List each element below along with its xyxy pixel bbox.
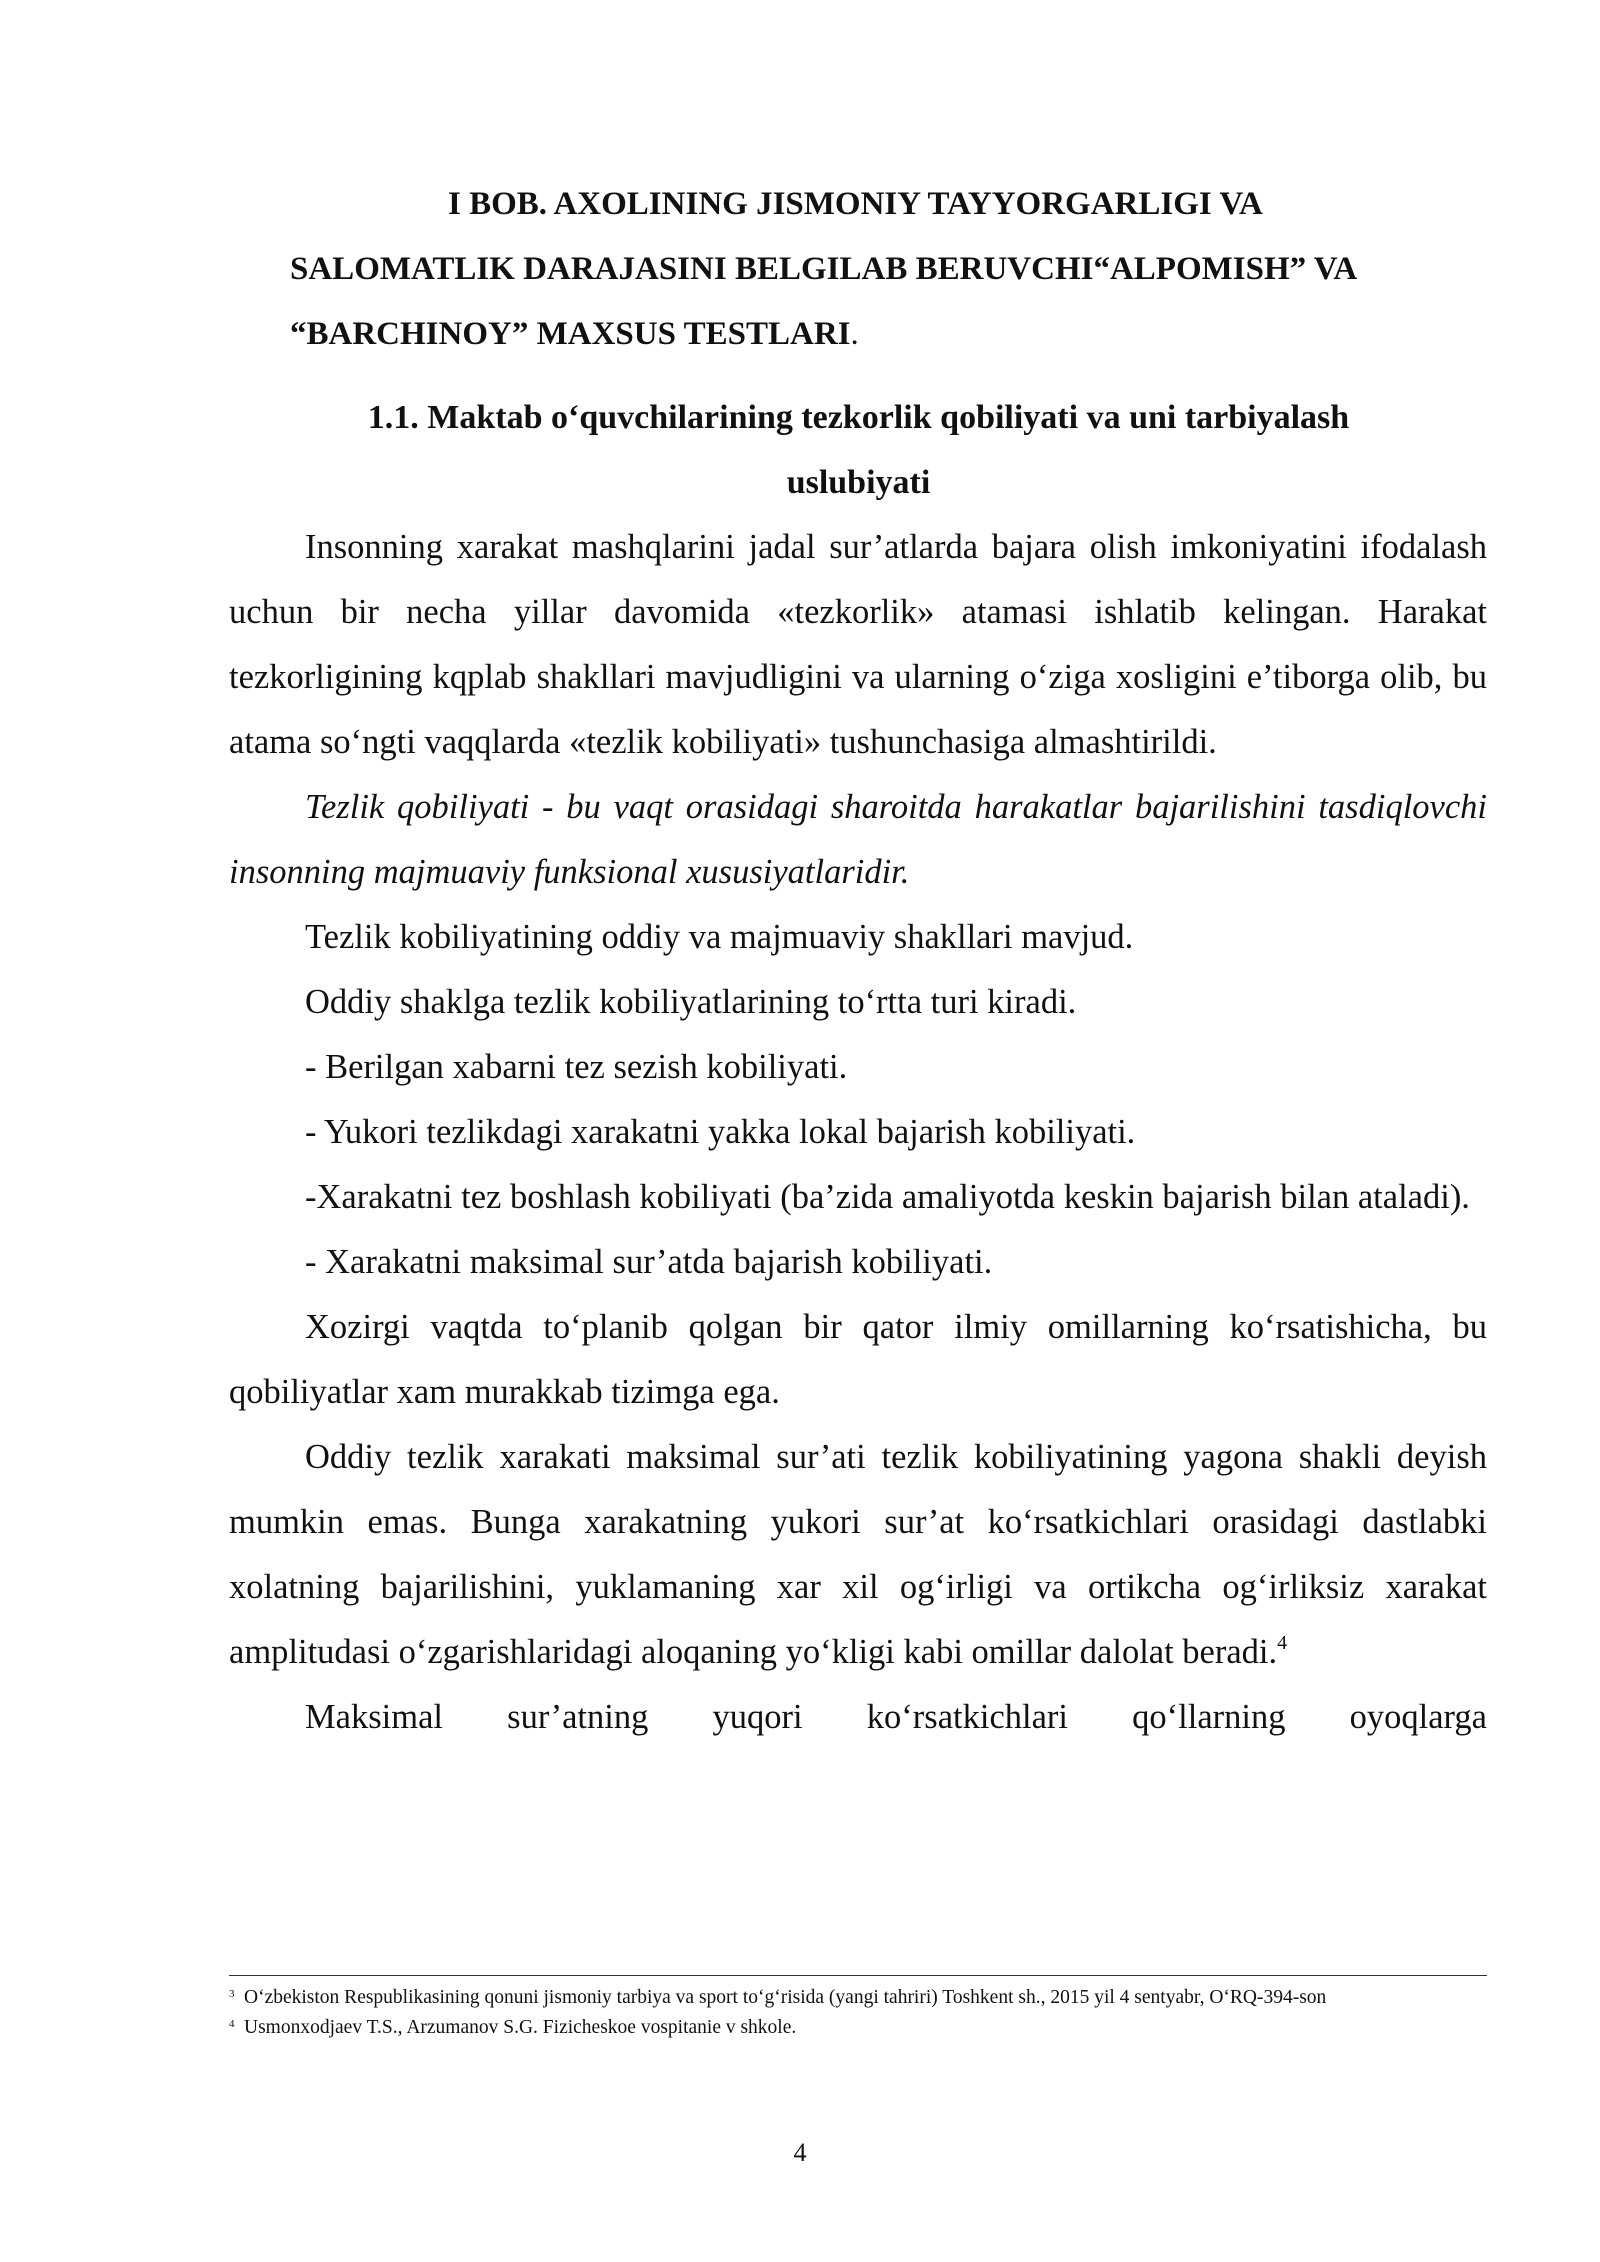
list-item: -Xarakatni tez boshlash kobiliyati (ba’zida amaliyotda keskin bajarish bilan ataladi). (305, 1178, 1470, 1216)
footnote-text: Usmonxodjaev T.S., Arzumanov S.G. Fizicheskoe vospitanie v shkole. (244, 2017, 797, 2038)
footnotes (229, 1981, 1487, 2041)
list-item: - Berilgan xabarni tez sezish kobiliyati. (305, 1048, 848, 1086)
paragraph: Maksimal sur’atning yuqori ko‘rsatkichlari qo‘llarning oyoqlarga (305, 1698, 1487, 1736)
paragraph-text: Oddiy tezlik xarakati maksimal sur’ati tezlik kobiliyatining yagona shakli deyish mumkin emas. Bunga xarakatning yukori sur’at ko‘rsatkichlari orasidagi dastlabki xolatning bajarilishini, yuklamaning xar xil og‘irligi va ortikcha og‘irliksiz xarakat amplitudasi o‘zgarishlaridagi aloqaning yo‘kligi kabi omillar dalolat beradi. (229, 1438, 1487, 1671)
section-title-line: 1.1. Maktab o‘quvchilarining tezkorlik qobiliyati va uni tarbiyalash (367, 399, 1350, 436)
list-item: - Xarakatni maksimal sur’atda bajarish kobiliyati. (305, 1243, 993, 1281)
footnote-number: 3 (229, 1988, 235, 2000)
paragraph: Oddiy shaklga tezlik kobiliyatlarining to‘rtta turi kiradi. (305, 983, 1077, 1021)
footnote (229, 1981, 1487, 2011)
chapter-title-period: . (850, 316, 859, 352)
footnote-reference[interactable]: 4 (1277, 1632, 1288, 1654)
chapter-title-line: I BOB. AXOLINING JISMONIY TAYYORGARLIGI VA (448, 186, 1263, 222)
definition-paragraph: Tezlik qobiliyati - bu vaqt orasidagi sharoitda harakatlar bajarilishini tasdiqlovchi insonning majmuaviy funksional xususiyatlaridir. (229, 788, 1487, 891)
chapter-title-line-text: “BARCHINOY” MAXSUS TESTLARI (290, 316, 851, 352)
chapter-title-line (290, 302, 1530, 367)
body-text (229, 515, 1487, 1750)
list-item: - Yukori tezlikdagi xarakatni yakka lokal bajarish kobiliyati. (305, 1113, 1136, 1151)
section-title (230, 385, 1487, 515)
paragraph: Insonning xarakat mashqlarini jadal sur’atlarda bajara olish imkoniyatini ifodalash uchun bir necha yillar davomida «tezkorlik» atamasi ishlatib kelingan. Harakat tezkorligining kqplab shakllari mavjudligini va ularning o‘ziga xosligini e’tiborga olib, bu atama so‘ngti vaqqlarda «tezlik kobiliyati» tushunchasiga almashtirildi. (229, 528, 1487, 761)
section-title-line: uslubiyati (786, 464, 931, 501)
footnote-text: O‘zbekiston Respublikasining qonuni jismoniy tarbiya va sport to‘g‘risida (yangi tahriri) Toshkent sh., 2015 yil 4 sentyabr, O‘RQ-394-son (244, 1987, 1327, 2008)
chapter-title-line: SALOMATLIK DARAJASINI BELGILAB BERUVCHI“ALPOMISH” VA (290, 251, 1358, 287)
paragraph: Tezlik kobiliyatining oddiy va majmuaviy shakllari mavjud. (305, 918, 1134, 956)
footnote-number: 4 (229, 2018, 235, 2030)
chapter-title (290, 172, 1530, 367)
footnote (229, 2011, 1487, 2041)
paragraph: Xozirgi vaqtda to‘planib qolgan bir qator ilmiy omillarning ko‘rsatishicha, bu qobiliyatlar xam murakkab tizimga ega. (229, 1308, 1487, 1411)
footnote-separator (229, 1975, 1487, 1976)
page-number: 4 (793, 2138, 807, 2167)
paragraph (229, 1425, 1487, 1685)
